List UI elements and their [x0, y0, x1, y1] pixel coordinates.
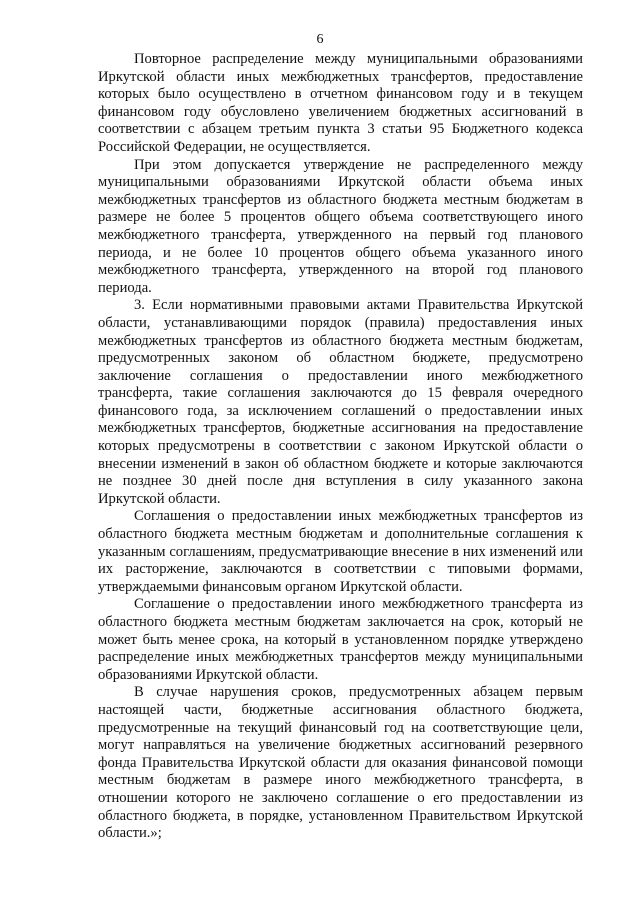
paragraph-agreement-term: Соглашение о предоставлении иного межбюджетного трансферта из областного бюджета местным бюджетам заключается на срок, который не может быть менее срока, на который в установленном порядке утверждено распределение иных межбюджетных трансфертов между муниципальными образованиями Иркутской области.: [98, 596, 583, 683]
paragraph-item-3-agreements: 3. Если нормативными правовыми актами Правительства Иркутской области, устанавливающими порядок (правила) предоставления иных межбюджетных трансфертов из областного бюджета местным бюджетам, предусмотренных законом об областном бюджете, предусмотрено заключение соглашения о предоставлении иного межбюджетного трансферта, такие соглашения заключаются до 15 февраля очередного финансового года, за исключением соглашений о предоставлении иных межбюджетных трансфертов, бюджетные ассигнования на предоставление которых предусмотрены в соответствии с законом Иркутской области о внесении изменений в закон об областном бюджете и которые заключаются не позднее 30 дней после дня вступления в силу указанного закона Иркутской области.: [98, 297, 583, 507]
paragraph-undistributed-volume: При этом допускается утверждение не распределенного между муниципальными образованиями Иркутской области объема иных межбюджетных трансфертов из областного бюджета местным бюджетам в размере не более 5 процентов общего объема соответствующего иного межбюджетного трансферта, утвержденного на первый год планового периода, и не более 10 процентов общего объема указанного иного межбюджетного трансферта, утвержденного на второй год планового периода.: [98, 156, 583, 296]
paragraph-deadline-violation: В случае нарушения сроков, предусмотренных абзацем первым настоящей части, бюджетные ассигнования областного бюджета, предусмотренные на текущий финансовый год на соответствующие цели, могут направляться на увеличение бюджетных ассигнований резервного фонда Правительства Иркутской области для оказания финансовой помощи местным бюджетам в размере иного межбюджетного трансферта, в отношении которого не заключено соглашение о его предоставлении из областного бюджета, в порядке, установленном Правительством Иркутской области.»;: [98, 684, 583, 842]
paragraph-standard-forms: Соглашения о предоставлении иных межбюджетных трансфертов из областного бюджета местным бюджетам и дополнительные соглашения к указанным соглашениям, предусматривающие внесение в них изменений или их расторжение, заключаются в соответствии с типовыми формами, утверждаемыми финансовым органом Иркутской области.: [98, 508, 583, 595]
page-number: 6: [316, 32, 324, 47]
paragraph-redistribution: Повторное распределение между муниципальными образованиями Иркутской области иных межбюджетных трансфертов, предоставление которых было осуществлено в отчетном финансовом году и в текущем финансовом году обусловлено увеличением бюджетных ассигнований в соответствии с абзацем третьим пункта 3 статьи 95 Бюджетного кодекса Российской Федерации, не осуществляется.: [98, 51, 583, 155]
document-body: [98, 51, 583, 843]
